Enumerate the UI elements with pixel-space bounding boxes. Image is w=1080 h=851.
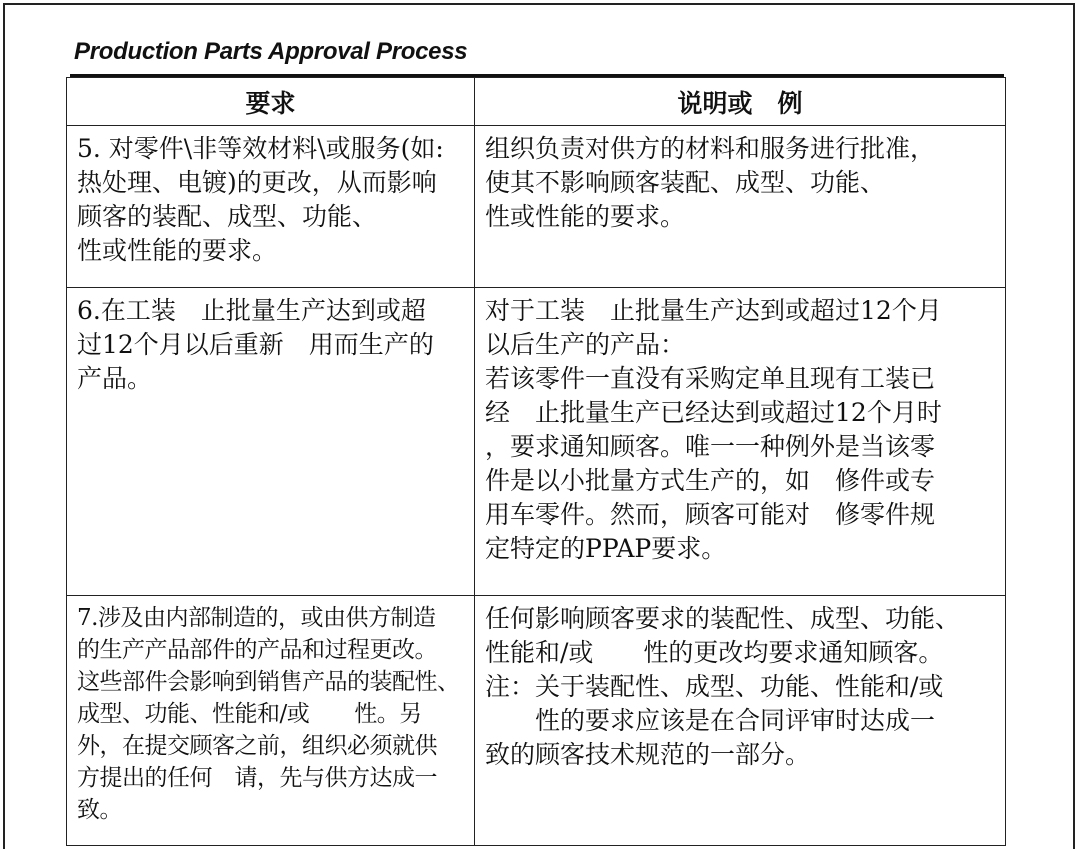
explanation-cell: 组织负责对供方的材料和服务进行批准， 使其不影响顾客装配、成型、功能、 性或性能的要求。 [475,126,1006,288]
table-row [67,596,1006,846]
explanation-cell: 任何影响顾客要求的装配性、成型、功能、 性能和/或 性的更改均要求通知顾客。 注：关于装配性、成型、功能、性能和/或 性的要求应该是在合同评审时达成一 致的顾客技术规范的一部分。 [475,596,1006,846]
requirement-cell: 5. 对零件\非等效材料\或服务(如: 热处理、电镀)的更改，从而影响 顾客的装配、成型、功能、 性或性能的要求。 [67,126,475,288]
table-row [67,126,1006,288]
header-requirement: 要求 [67,78,475,126]
requirement-cell: 7.涉及由内部制造的，或由供方制造 的生产产品部件的产品和过程更改。 这些部件会影响到销售产品的装配性、 成型、功能、性能和/或 性。另 外，在提交顾客之前，组织必须就供 方提出的任何 请，先与供方达成一 致。 [67,596,475,846]
document-title: Production Parts Approval Process [74,38,468,65]
table-row [67,288,1006,596]
requirement-cell: 6.在工装 止批量生产达到或超 过12个月以后重新 用而生产的 产品。 [67,288,475,596]
table-header-row [67,78,1006,126]
requirements-table [66,77,1006,846]
explanation-cell: 对于工装 止批量生产达到或超过12个月 以后生产的产品： 若该零件一直没有采购定单且现有工装已 经 止批量生产已经达到或超过12个月时 ，要求通知顾客。唯一一种例外是当该零 件是以小批量方式生产的，如 修件或专 用车零件。然而，顾客可能对 修零件规 定特定的PPAP要求。 [475,288,1006,596]
header-explanation: 说明或 例 [475,78,1006,126]
